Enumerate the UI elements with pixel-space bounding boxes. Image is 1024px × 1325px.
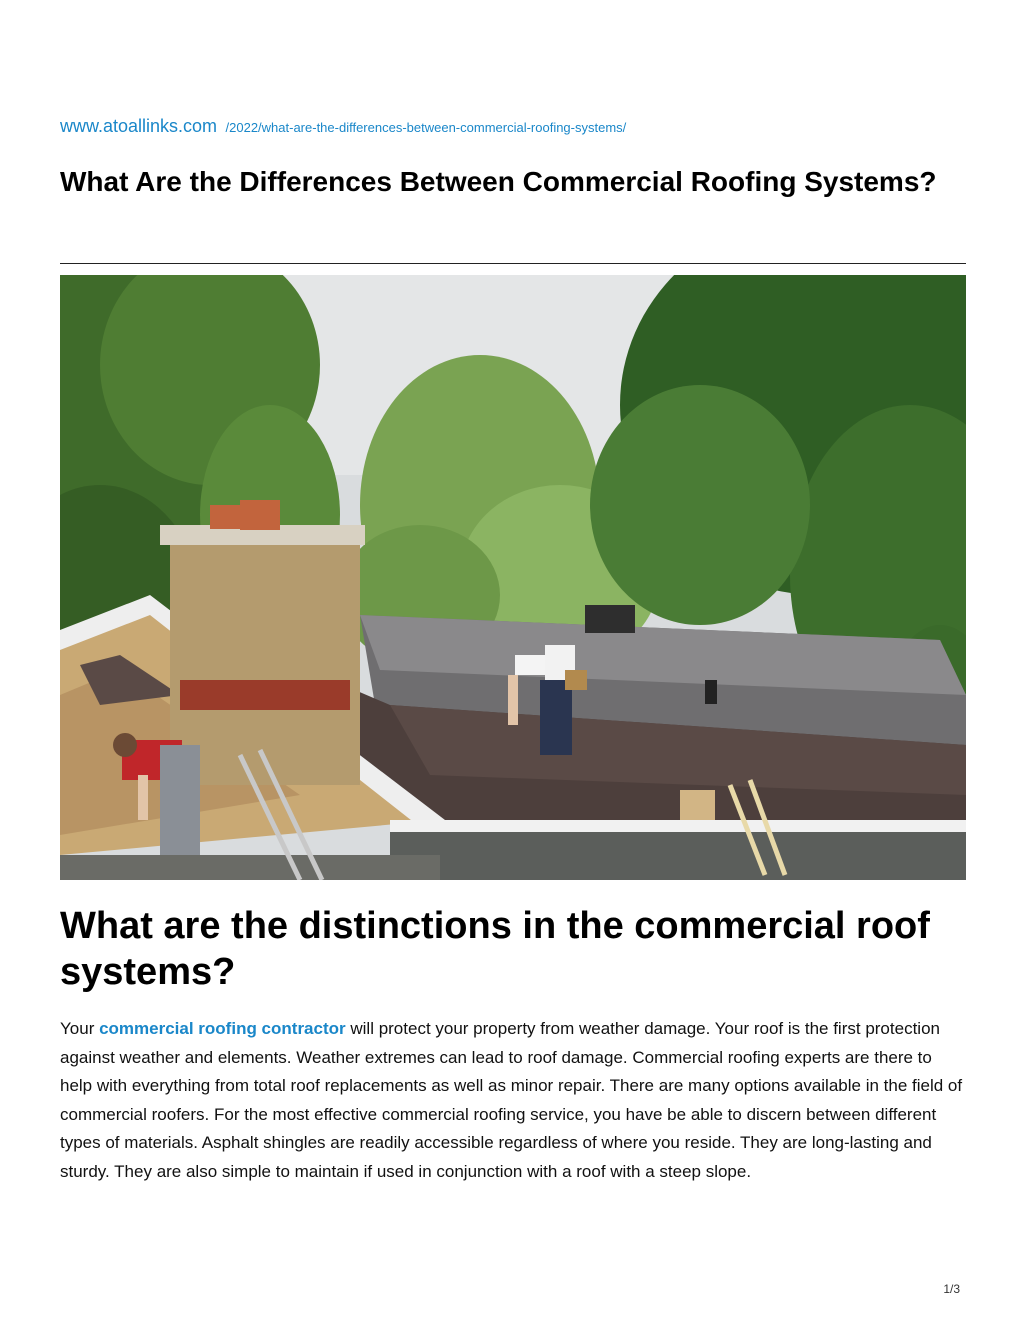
- source-domain-link[interactable]: www.atoallinks.com: [60, 116, 218, 136]
- article-body: [60, 1015, 966, 1186]
- body-intro-prefix: Your: [60, 1019, 100, 1038]
- article-heading: What are the distinctions in the commercial roof systems?: [60, 905, 930, 993]
- source-url: [60, 116, 626, 137]
- page-number: 1/3: [943, 1282, 960, 1296]
- document-title: What Are the Differences Between Commercial Roofing Systems?: [60, 166, 937, 197]
- commercial-roofing-contractor-link[interactable]: commercial roofing contractor: [99, 1019, 346, 1038]
- source-path-link[interactable]: /2022/what-are-the-differences-between-commercial-roofing-systems/: [225, 120, 627, 135]
- hero-image: [60, 275, 966, 880]
- title-divider: [60, 263, 966, 264]
- roofers-illustration: [60, 275, 966, 880]
- body-intro-rest: will protect your property from weather damage. Your roof is the first protection against weather and elements. Weather extremes can lead to roof damage. Commercial roofing experts are there to help with everything from total roof replacements as well as minor repair. There are many options available in the field of commercial roofers. For the most effective commercial roofing service, you have be able to discern between different types of materials. Asphalt shingles are readily accessible regardless of where you reside. They are long-lasting and sturdy. They are also simple to maintain if used in conjunction with a roof with a steep slope.: [60, 1019, 963, 1181]
